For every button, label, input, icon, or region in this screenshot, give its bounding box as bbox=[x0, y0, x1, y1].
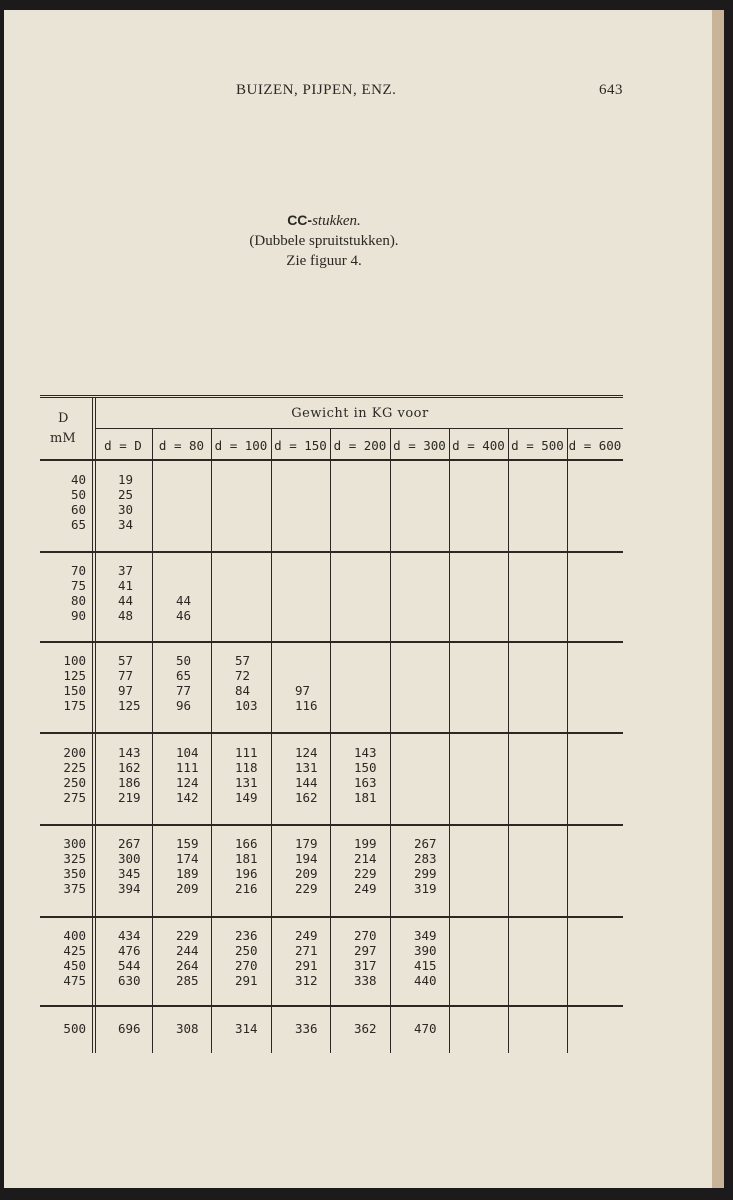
weight-value: 199 bbox=[354, 836, 377, 851]
weight-value: 264 bbox=[176, 958, 199, 973]
table-hline bbox=[40, 459, 623, 461]
weight-value: 336 bbox=[295, 1021, 318, 1036]
weight-value: 131 bbox=[295, 760, 318, 775]
weight-value: 181 bbox=[235, 851, 258, 866]
weight-value: 72 bbox=[235, 668, 251, 683]
group-separator bbox=[40, 916, 623, 918]
row-d-value: 300 bbox=[63, 836, 86, 851]
weight-value: 209 bbox=[176, 881, 199, 896]
weight-value: 229 bbox=[354, 866, 377, 881]
row-d-value: 70 bbox=[70, 563, 86, 578]
weight-value: 37 bbox=[118, 563, 134, 578]
table-vline bbox=[95, 398, 96, 1053]
weight-value: 216 bbox=[235, 881, 258, 896]
table-vline bbox=[211, 428, 212, 1053]
weight-value: 103 bbox=[235, 698, 258, 713]
row-d-value: 400 bbox=[63, 928, 86, 943]
column-header: d = 400 bbox=[452, 438, 505, 453]
weight-value: 291 bbox=[295, 958, 318, 973]
table-vline bbox=[271, 428, 272, 1053]
row-d-value: 175 bbox=[63, 698, 86, 713]
row-d-value: 425 bbox=[63, 943, 86, 958]
header-title: BUIZEN, PIJPEN, ENZ. bbox=[236, 82, 397, 98]
weight-value: 270 bbox=[235, 958, 258, 973]
row-d-value: 325 bbox=[63, 851, 86, 866]
weight-value: 196 bbox=[235, 866, 258, 881]
weight-value: 84 bbox=[235, 683, 251, 698]
row-d-value: 75 bbox=[70, 578, 86, 593]
weight-table bbox=[40, 395, 623, 1053]
weight-value: 149 bbox=[235, 790, 258, 805]
weight-value: 219 bbox=[118, 790, 141, 805]
weight-value: 125 bbox=[118, 698, 141, 713]
weight-value: 111 bbox=[235, 745, 258, 760]
weight-value: 77 bbox=[118, 668, 134, 683]
column-header: d = 150 bbox=[274, 438, 327, 453]
weight-value: 544 bbox=[118, 958, 141, 973]
group-separator bbox=[40, 824, 623, 826]
caption-title-italic: stukken. bbox=[312, 213, 361, 229]
weight-value: 362 bbox=[354, 1021, 377, 1036]
weight-value: 179 bbox=[295, 836, 318, 851]
book-page bbox=[4, 10, 712, 1188]
weight-value: 434 bbox=[118, 928, 141, 943]
weight-value: 415 bbox=[414, 958, 437, 973]
weight-value: 116 bbox=[295, 698, 318, 713]
row-d-value: 375 bbox=[63, 881, 86, 896]
column-header: d = 100 bbox=[214, 438, 268, 453]
weight-value: 162 bbox=[118, 760, 141, 775]
weight-value: 349 bbox=[414, 928, 437, 943]
weight-value: 229 bbox=[176, 928, 199, 943]
weight-value: 124 bbox=[176, 775, 199, 790]
weight-value: 57 bbox=[235, 653, 251, 668]
row-d-value: 200 bbox=[63, 745, 86, 760]
weight-value: 470 bbox=[414, 1021, 437, 1036]
weight-value: 143 bbox=[118, 745, 141, 760]
weight-value: 189 bbox=[176, 866, 199, 881]
weight-value: 338 bbox=[354, 973, 377, 988]
weight-value: 96 bbox=[176, 698, 192, 713]
weight-value: 317 bbox=[354, 958, 377, 973]
weight-value: 118 bbox=[235, 760, 258, 775]
weight-value: 143 bbox=[354, 745, 377, 760]
column-header: d = 200 bbox=[333, 438, 387, 453]
table-vline bbox=[449, 428, 450, 1053]
weight-value: 267 bbox=[414, 836, 437, 851]
weight-value: 41 bbox=[118, 578, 134, 593]
row-d-value: 350 bbox=[63, 866, 86, 881]
column-header: d = 300 bbox=[393, 438, 446, 453]
caption-title bbox=[4, 210, 644, 231]
weight-value: 244 bbox=[176, 943, 199, 958]
table-hline bbox=[96, 428, 623, 429]
row-d-value: 80 bbox=[70, 593, 86, 608]
row-d-value: 450 bbox=[63, 958, 86, 973]
row-d-value: 50 bbox=[70, 487, 86, 502]
weight-value: 50 bbox=[176, 653, 192, 668]
weight-value: 299 bbox=[414, 866, 437, 881]
weight-value: 209 bbox=[295, 866, 318, 881]
weight-value: 186 bbox=[118, 775, 141, 790]
page-number: 643 bbox=[599, 82, 623, 98]
weight-value: 44 bbox=[118, 593, 134, 608]
row-d-value: 225 bbox=[63, 760, 86, 775]
weight-value: 285 bbox=[176, 973, 199, 988]
weight-value: 345 bbox=[118, 866, 141, 881]
caption-line2: (Dubbele spruitstukken). bbox=[249, 233, 399, 249]
weight-value: 104 bbox=[176, 745, 199, 760]
row-d-value: 250 bbox=[63, 775, 86, 790]
weight-value: 194 bbox=[295, 851, 318, 866]
weight-value: 214 bbox=[354, 851, 377, 866]
table-vline bbox=[152, 428, 153, 1053]
weight-value: 25 bbox=[118, 487, 134, 502]
caption-line3: Zie figuur 4. bbox=[286, 253, 362, 269]
weight-value: 30 bbox=[118, 502, 134, 517]
weight-value: 97 bbox=[118, 683, 134, 698]
row-d-value: 40 bbox=[70, 472, 86, 487]
row-d-value: 275 bbox=[63, 790, 86, 805]
weight-value: 174 bbox=[176, 851, 199, 866]
group-separator bbox=[40, 732, 623, 734]
weight-value: 97 bbox=[295, 683, 311, 698]
group-separator bbox=[40, 641, 623, 643]
weight-value: 150 bbox=[354, 760, 377, 775]
page-edge bbox=[712, 10, 724, 1188]
weight-value: 111 bbox=[176, 760, 199, 775]
table-vline bbox=[330, 428, 331, 1053]
weight-value: 162 bbox=[295, 790, 318, 805]
col-d-header: D bbox=[58, 411, 69, 426]
weight-value: 314 bbox=[235, 1021, 258, 1036]
weight-value: 270 bbox=[354, 928, 377, 943]
weight-value: 250 bbox=[235, 943, 258, 958]
weight-value: 249 bbox=[295, 928, 318, 943]
table-vline bbox=[567, 428, 568, 1053]
weight-value: 249 bbox=[354, 881, 377, 896]
weight-value: 131 bbox=[235, 775, 258, 790]
weight-value: 291 bbox=[235, 973, 258, 988]
table-vline bbox=[92, 398, 93, 1053]
column-header: d = 80 bbox=[158, 438, 205, 453]
table-vline bbox=[508, 428, 509, 1053]
weight-value: 48 bbox=[118, 608, 134, 623]
row-d-value: 500 bbox=[63, 1021, 86, 1036]
table-vline bbox=[390, 428, 391, 1053]
row-d-value: 65 bbox=[70, 517, 86, 532]
group-header: Gewicht in KG voor bbox=[291, 406, 429, 421]
row-d-value: 90 bbox=[70, 608, 86, 623]
group-separator bbox=[40, 1005, 623, 1007]
weight-value: 144 bbox=[295, 775, 318, 790]
row-d-value: 150 bbox=[63, 683, 86, 698]
col-unit-header: mM bbox=[50, 431, 76, 446]
running-header bbox=[4, 82, 712, 106]
weight-value: 394 bbox=[118, 881, 141, 896]
weight-value: 166 bbox=[235, 836, 258, 851]
weight-value: 297 bbox=[354, 943, 377, 958]
weight-value: 476 bbox=[118, 943, 141, 958]
weight-value: 630 bbox=[118, 973, 141, 988]
weight-value: 159 bbox=[176, 836, 199, 851]
table-caption bbox=[4, 210, 644, 271]
weight-value: 19 bbox=[118, 472, 134, 487]
caption-title-bold: CC- bbox=[287, 212, 313, 228]
row-d-value: 475 bbox=[63, 973, 86, 988]
weight-value: 181 bbox=[354, 790, 377, 805]
weight-value: 390 bbox=[414, 943, 437, 958]
row-d-value: 125 bbox=[63, 668, 86, 683]
weight-value: 283 bbox=[414, 851, 437, 866]
weight-value: 267 bbox=[118, 836, 141, 851]
weight-value: 57 bbox=[118, 653, 134, 668]
row-d-value: 60 bbox=[70, 502, 86, 517]
weight-value: 77 bbox=[176, 683, 192, 698]
weight-value: 124 bbox=[295, 745, 318, 760]
weight-value: 308 bbox=[176, 1021, 199, 1036]
weight-value: 440 bbox=[414, 973, 437, 988]
weight-value: 46 bbox=[176, 608, 192, 623]
column-header: d = D bbox=[104, 438, 142, 453]
weight-value: 65 bbox=[176, 668, 192, 683]
weight-value: 271 bbox=[295, 943, 318, 958]
weight-value: 319 bbox=[414, 881, 437, 896]
group-separator bbox=[40, 551, 623, 553]
weight-value: 142 bbox=[176, 790, 199, 805]
weight-value: 34 bbox=[118, 517, 134, 532]
weight-value: 300 bbox=[118, 851, 141, 866]
row-d-value: 100 bbox=[63, 653, 86, 668]
weight-value: 696 bbox=[118, 1021, 141, 1036]
weight-value: 312 bbox=[295, 973, 318, 988]
column-header: d = 600 bbox=[568, 438, 622, 453]
weight-value: 163 bbox=[354, 775, 377, 790]
weight-value: 236 bbox=[235, 928, 258, 943]
weight-value: 229 bbox=[295, 881, 318, 896]
column-header: d = 500 bbox=[511, 438, 564, 453]
weight-value: 44 bbox=[176, 593, 192, 608]
